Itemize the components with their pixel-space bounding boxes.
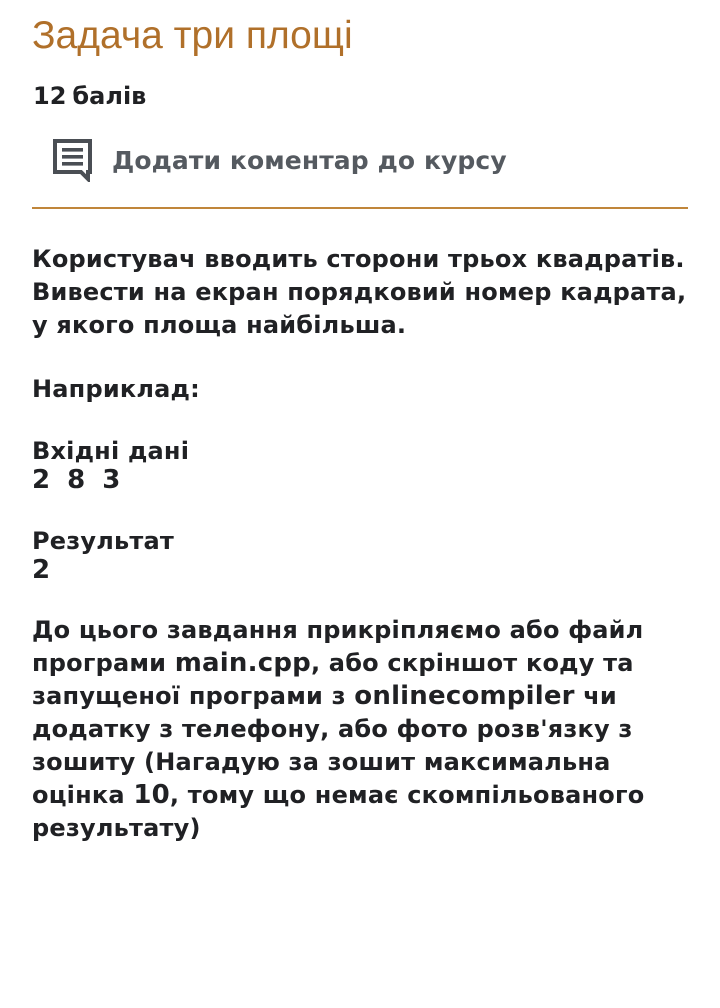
attach-text: оцінка [32,781,134,809]
attach-line: додатку з телефону, або фото розв'язку з [32,715,633,743]
example-heading: Наприклад: [32,375,200,403]
attach-line: зошиту (Нагадую за зошит максимальна [32,748,611,776]
points-value: 12 [33,82,67,110]
input-label: Вхідні дані [32,437,190,465]
attach-line [32,680,692,713]
max-score: 10 [133,780,170,810]
attach-text: , тому що немає скомпільованого [169,781,645,809]
attachment-instructions [32,614,692,845]
attach-text: чи [574,682,617,710]
attach-text: , або скріншот коду та [310,649,634,677]
points-label [33,80,146,112]
input-value: 2 8 3 [32,465,122,495]
attach-text: програми [32,649,175,677]
attach-text: запущеної програми з [32,682,355,710]
file-name: main.cpp [174,648,311,678]
attach-line [32,647,692,680]
attach-line: результату) [32,814,201,842]
attach-line [32,779,692,812]
description-line: у якого площа найбільша. [32,311,407,339]
description-line: Користувач вводить сторони трьох квадратів. [32,245,685,273]
site-name: onlinecompiler [354,681,575,711]
assignment-title: Задача три площі [32,14,353,57]
add-course-comment-label: Додати коментар до курсу [112,145,507,175]
result-value: 2 [32,555,51,585]
header-divider [32,207,688,209]
points-unit: балів [72,82,147,110]
attach-line: До цього завдання прикріпляємо або файл [32,616,644,644]
add-course-comment-button[interactable] [52,138,507,182]
comment-icon [52,138,94,182]
task-description [32,243,692,342]
result-label: Результат [32,527,175,555]
description-line: Вивести на екран порядковий номер кадрата, [32,278,687,306]
